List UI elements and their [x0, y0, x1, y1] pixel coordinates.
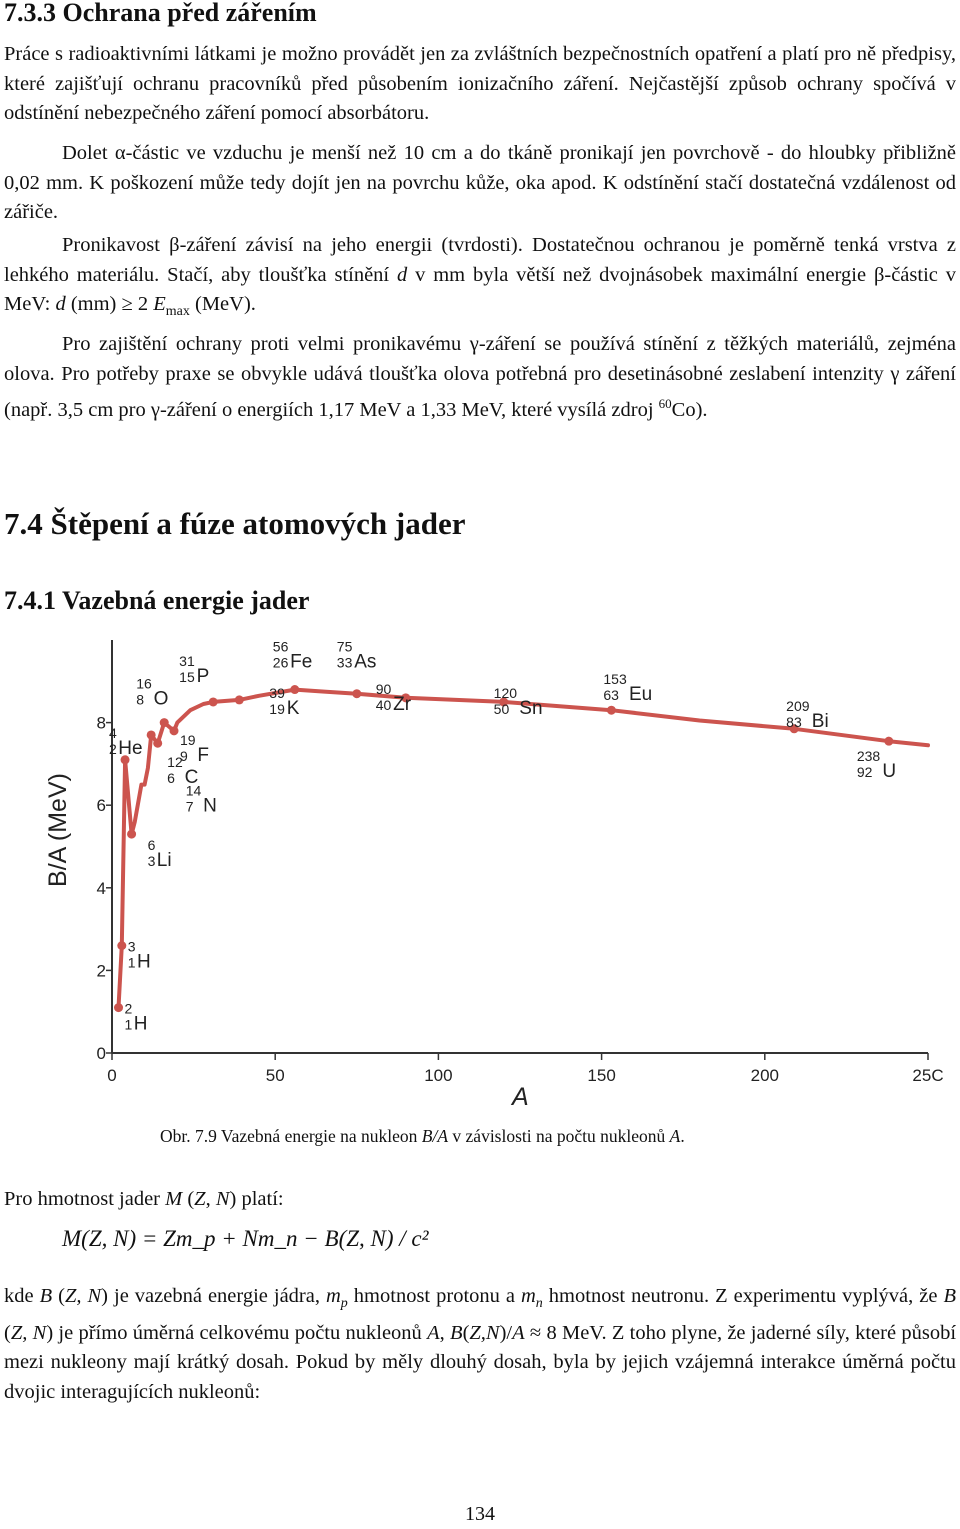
nuclide-symbol: F — [197, 744, 210, 766]
nuclide-atomic-number: 63 — [603, 687, 619, 704]
figure-caption: Obr. 7.9 Vazebná energie na nukleon B/A v závislosti na počtu nukleonů A. — [160, 1126, 685, 1146]
nuclide-atomic-number: 2 — [109, 740, 117, 757]
nuclide-label-Zr90 — [376, 681, 412, 715]
nuclide-symbol: Li — [156, 850, 172, 872]
nuclide-label-As75 — [337, 639, 377, 673]
nuclide-label-Eu153 — [603, 671, 652, 705]
nuclide-atomic-number: 50 — [493, 700, 510, 717]
x-tick-label: 50 — [265, 1066, 285, 1085]
chart-points — [114, 685, 893, 1012]
nuclide-symbol: Bi — [811, 710, 829, 732]
y-tick-label: 8 — [96, 713, 106, 733]
data-point-O16 — [160, 718, 169, 727]
data-point-N14 — [153, 739, 162, 748]
page-number: 134 — [465, 1503, 495, 1525]
data-point-C12 — [147, 730, 156, 739]
nuclide-symbol: Fe — [290, 651, 313, 673]
nuclide-symbol: K — [286, 697, 300, 719]
nuclide-mass-number: 19 — [180, 731, 196, 748]
nuclide-mass-number: 238 — [856, 748, 881, 765]
mass-formula: M(Z, N) = Zm_p + Nm_n − B(Z, N) / c² — [62, 1226, 429, 1251]
nuclide-label-Li6 — [148, 837, 172, 871]
section-heading-7-3-3: 7.3.3 Ochrana před zářením — [4, 0, 317, 27]
nuclide-symbol: P — [196, 665, 210, 687]
x-tick-label: 200 — [750, 1066, 779, 1085]
nuclide-mass-number: 3 — [127, 938, 136, 955]
nuclide-atomic-number: 9 — [180, 747, 188, 764]
nuclide-symbol: H — [133, 1013, 148, 1035]
y-tick-label: 4 — [96, 878, 106, 898]
data-point-F19 — [170, 726, 179, 735]
nuclide-label-H2 — [125, 1001, 148, 1035]
nuclide-atomic-number: 1 — [124, 1016, 133, 1033]
paragraph-alpha: Dolet α-částic ve vzduchu je menší než 10 cm a do tkáně pronikají jen povrchově - do hloubky přibližně 0,02 mm. K poškození může tedy dojít jen na povrchu kůže, oka apod. K odstínění stačí dostatečná vzdálenost od zářiče. — [4, 142, 957, 223]
binding-energy-chart — [0, 630, 960, 1120]
data-point-H3 — [117, 941, 126, 950]
y-tick-label: 0 — [96, 1044, 106, 1063]
nuclide-label-F19 — [180, 732, 209, 766]
nuclide-symbol: N — [203, 795, 217, 817]
paragraph-binding-energy: kde B (Z, N) je vazebná energie jádra, $m_p$ hmotnost protonu a $m_n$ hmotnost neutronu. Z experimentu vyplývá, že B (Z, N) je přímo úměrná celkovému počtu nukleonů A, B(Z,N)/A ≈ 8 MeV. Z toho plyne, že jaderné síly, které působí mezi nukleony mají krátký dosah. Pokud by měly dlouhý dosah, byla by jejich vzájemná interakce úměrná počtu dvojic interagujících nukleonů: — [4, 1285, 957, 1403]
data-point-P31 — [209, 697, 218, 706]
paragraph-intro: Práce s radioaktivními látkami je možno provádět jen za zvláštních bezpečnostních opatření a platí pro ně předpisy, které zajišťují ochranu pracovníků před působením ionizačního záření. Nejčastější způsob ochrany spočívá v odstínění nebezpečného záření pomocí absorbátoru. — [4, 43, 956, 124]
data-point-K39 — [235, 695, 244, 704]
nuclide-label-H3 — [128, 939, 151, 973]
nuclide-mass-number: 16 — [136, 675, 152, 692]
nuclide-label-Fe56 — [273, 639, 313, 673]
chapter-heading-7-4: 7.4 Štěpení a fúze atomových jader — [4, 506, 466, 541]
nuclide-atomic-number: 83 — [786, 713, 802, 730]
nuclide-mass-number: 39 — [269, 684, 285, 701]
nuclide-mass-number: 31 — [179, 652, 195, 669]
y-tick-label: 2 — [96, 961, 106, 981]
data-point-Eu153 — [607, 706, 616, 715]
data-point-As75 — [352, 689, 361, 698]
nuclide-atomic-number: 8 — [136, 691, 145, 708]
nuclide-symbol: Zr — [393, 693, 412, 715]
chart-ticks — [97, 714, 944, 1085]
nuclide-mass-number: 56 — [272, 638, 289, 655]
x-tick-label: 0 — [107, 1066, 117, 1085]
nuclide-mass-number: 6 — [147, 837, 156, 854]
nuclide-label-Bi209 — [786, 698, 829, 732]
nuclide-symbol: O — [153, 688, 169, 710]
nuclide-symbol: As — [354, 651, 377, 673]
y-tick-label: 6 — [96, 796, 106, 816]
nuclide-label-U238 — [857, 748, 896, 782]
nuclide-label-He4 — [109, 725, 142, 759]
nuclide-atomic-number: 92 — [856, 764, 873, 781]
nuclide-mass-number: 12 — [167, 753, 183, 770]
nuclide-symbol: U — [882, 761, 897, 783]
formula-intro: Pro hmotnost jader M (Z, N) platí: — [4, 1188, 284, 1210]
nuclide-symbol: Eu — [628, 684, 653, 706]
data-point-Fe56 — [290, 685, 299, 694]
nuclide-symbol: C — [184, 766, 199, 788]
paragraph-beta: Pronikavost β-záření závisí na jeho energii (tvrdosti). Dostatečnou ochranou je poměrně tenká vrstva z lehkého materiálu. Stačí, aby tloušťka stínění d v mm byla větší než dvojnásobek maximální energie β-částic v MeV: d (mm) ≥ 2 $E_{max}$ (MeV). — [4, 234, 956, 320]
nuclide-label-N14 — [186, 782, 217, 816]
nuclide-label-O16 — [136, 676, 168, 710]
data-point-H2 — [114, 1003, 123, 1012]
binding-energy-curve — [119, 690, 929, 1008]
nuclide-mass-number: 120 — [493, 684, 518, 701]
data-point-Li6 — [127, 830, 136, 839]
data-point-U238 — [884, 737, 893, 746]
nuclide-mass-number: 75 — [336, 638, 353, 655]
nuclide-symbol: He — [118, 737, 143, 759]
nuclide-symbol: H — [136, 951, 151, 973]
nuclide-atomic-number: 1 — [127, 954, 136, 971]
nuclide-symbol: Sn — [519, 697, 543, 719]
nuclide-atomic-number: 40 — [375, 696, 392, 713]
nuclide-mass-number: 90 — [375, 680, 392, 697]
paragraph-gamma: Pro zajištění ochrany proti velmi pronikavému γ-záření se používá stínění z těžkých materiálů, zejména olova. Pro potřeby praxe se obvykle udává tloušťka olova potřebná pro desetinásobné zeslabení intenzity γ záření (např. 3,5 cm pro γ-záření o energiích 1,17 MeV a 1,33 MeV, které vysílá zdroj $^{60}$Co). — [4, 333, 956, 421]
nuclide-atomic-number: 26 — [272, 654, 289, 671]
nuclide-mass-number: 14 — [185, 782, 202, 799]
nuclide-label-P31 — [179, 653, 209, 687]
x-tick-label: 150 — [587, 1066, 616, 1085]
chart-labels — [109, 639, 896, 1035]
nuclide-mass-number: 209 — [786, 697, 810, 714]
nuclide-atomic-number: 33 — [336, 654, 353, 671]
x-tick-label: 25C — [912, 1066, 944, 1085]
nuclide-atomic-number: 6 — [167, 769, 175, 786]
nuclide-mass-number: 4 — [109, 724, 117, 741]
section-heading-7-4-1: 7.4.1 Vazebná energie jader — [4, 586, 310, 615]
x-axis-label: A — [512, 1083, 529, 1111]
nuclide-mass-number: 153 — [603, 671, 627, 688]
nuclide-atomic-number: 19 — [269, 700, 285, 717]
x-tick-label: 100 — [424, 1066, 453, 1085]
nuclide-mass-number: 2 — [124, 1000, 133, 1017]
nuclide-atomic-number: 15 — [179, 668, 195, 685]
nuclide-atomic-number: 3 — [147, 853, 156, 870]
nuclide-atomic-number: 7 — [185, 798, 194, 815]
y-axis-label: B/A (MeV) — [44, 773, 72, 887]
